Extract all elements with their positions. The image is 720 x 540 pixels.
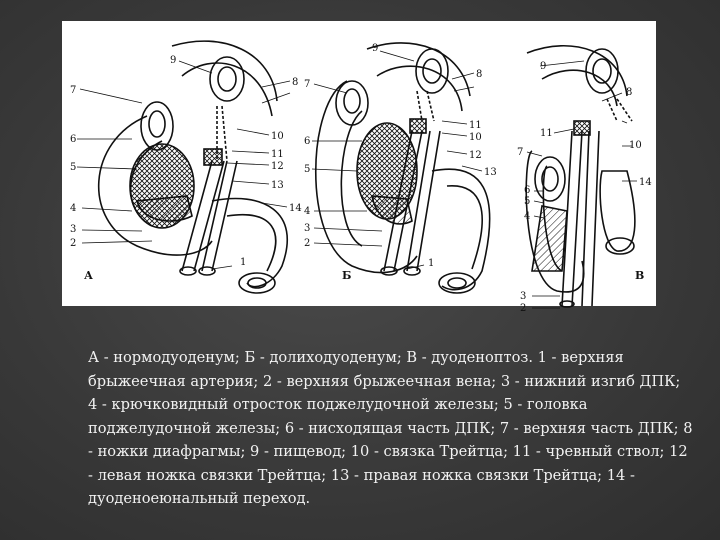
svg-text:9: 9 xyxy=(540,61,547,72)
svg-text:11: 11 xyxy=(469,120,482,131)
svg-text:4: 4 xyxy=(70,203,77,214)
svg-text:3: 3 xyxy=(520,291,527,302)
svg-text:14: 14 xyxy=(289,203,302,214)
panel-a-drawing xyxy=(77,41,290,293)
svg-text:2: 2 xyxy=(304,238,311,249)
svg-text:8: 8 xyxy=(626,87,633,98)
svg-text:11: 11 xyxy=(540,128,553,139)
svg-text:10: 10 xyxy=(469,132,482,143)
panel-c-drawing xyxy=(526,46,637,308)
svg-text:2: 2 xyxy=(520,303,527,314)
svg-text:7: 7 xyxy=(517,147,524,158)
svg-text:7: 7 xyxy=(70,85,77,96)
svg-text:6: 6 xyxy=(304,136,311,147)
svg-text:13: 13 xyxy=(271,180,284,191)
svg-text:9: 9 xyxy=(170,55,177,66)
svg-text:В: В xyxy=(635,269,645,282)
svg-text:1: 1 xyxy=(240,257,247,268)
svg-text:3: 3 xyxy=(70,224,77,235)
svg-text:5: 5 xyxy=(524,196,531,207)
svg-text:10: 10 xyxy=(271,131,284,142)
svg-text:5: 5 xyxy=(304,164,311,175)
svg-text:3: 3 xyxy=(304,223,311,234)
panel-b-drawing xyxy=(312,43,490,293)
svg-text:9: 9 xyxy=(372,43,379,54)
svg-text:6: 6 xyxy=(70,134,77,145)
svg-text:7: 7 xyxy=(304,79,311,90)
svg-text:11: 11 xyxy=(271,149,284,160)
svg-text:Б: Б xyxy=(342,269,352,282)
svg-text:5: 5 xyxy=(70,162,77,173)
svg-text:8: 8 xyxy=(476,69,483,80)
svg-text:12: 12 xyxy=(271,161,284,172)
anatomical-figure xyxy=(62,21,656,314)
svg-text:4: 4 xyxy=(304,206,311,217)
svg-text:1: 1 xyxy=(428,258,435,269)
svg-text:6: 6 xyxy=(524,185,531,196)
svg-text:8: 8 xyxy=(292,77,299,88)
svg-text:14: 14 xyxy=(639,177,652,188)
svg-text:2: 2 xyxy=(70,238,77,249)
svg-text:10: 10 xyxy=(629,140,642,151)
svg-text:А: А xyxy=(84,269,93,282)
svg-text:4: 4 xyxy=(524,211,531,222)
figure-caption: А - нормодуоденум; Б - долиходуоденум; В - дуоденоптоз. 1 - верхняя брыжеечная артерия; 2 - верхняя брыжеечная вена; 3 - нижний изгиб ДПК; 4 - крючковидный отросток поджелудочной железы; 5 - головка поджелудочной железы; 6 - нисходящая часть ДПК; 7 - верхняя часть ДПК; 8 - ножки диафрагмы; 9 - пищевод; 10 - связка Трейтца; 11 - чревный ствол; 12 - левая ножка связки Трейтца; 13 - правая ножка связки Трейтца; 14 - дуоденоеюнальный переход. xyxy=(88,349,693,507)
svg-text:13: 13 xyxy=(484,167,497,178)
duodenum-illustration xyxy=(62,21,656,314)
svg-text:12: 12 xyxy=(469,150,482,161)
